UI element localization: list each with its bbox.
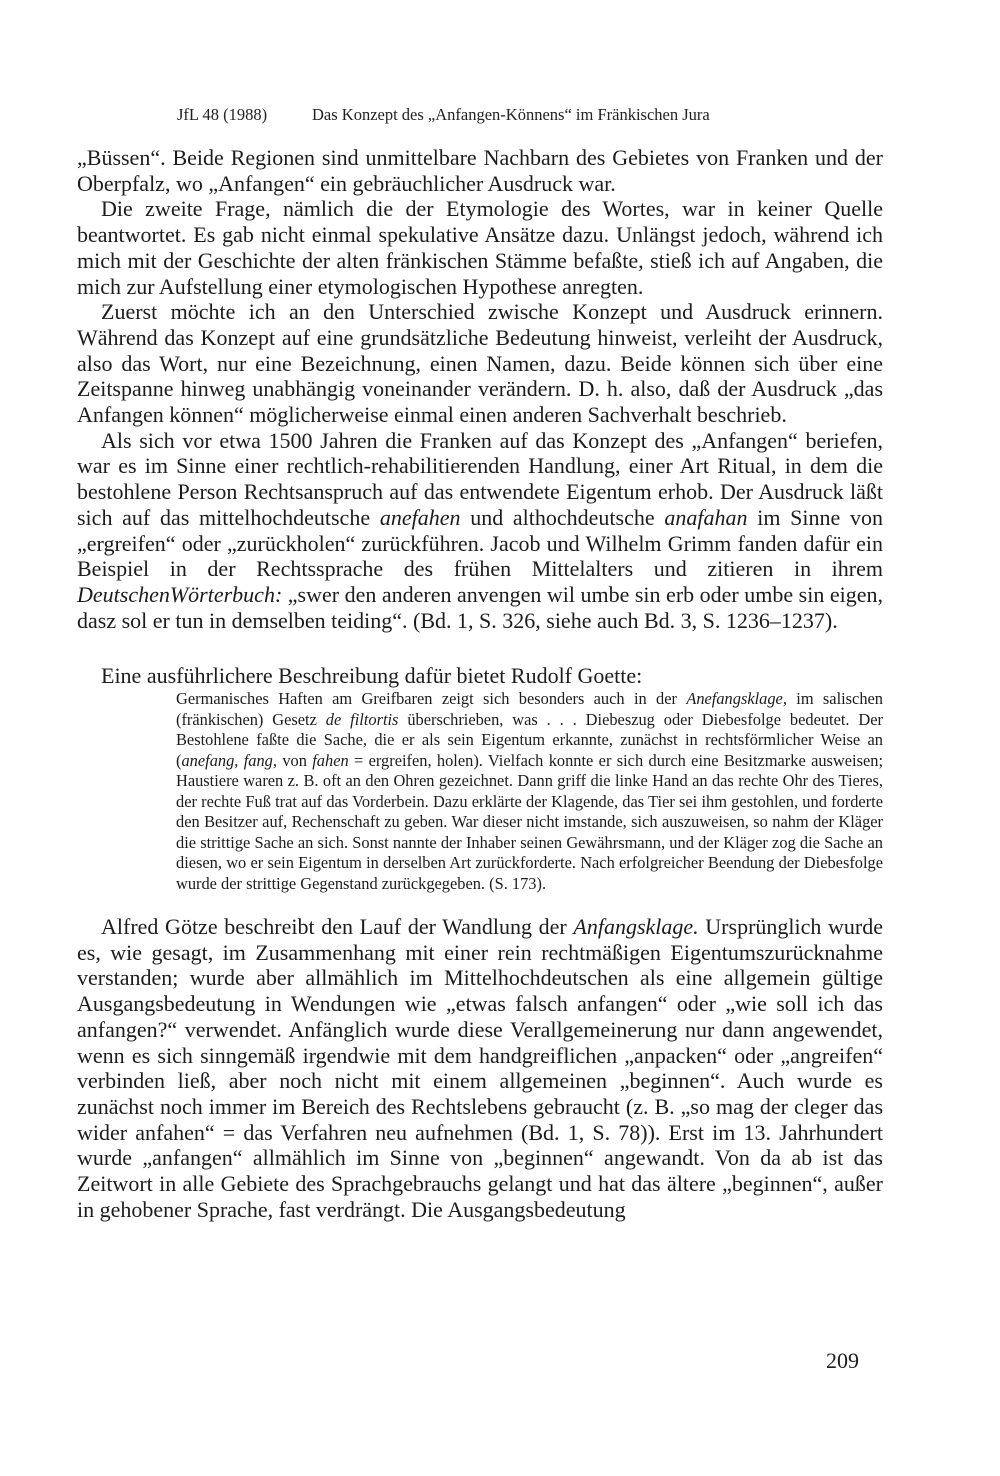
dictionary-title: DeutschenWörterbuch:	[77, 581, 283, 607]
quote-term-anefang: anefang, fang,	[181, 750, 277, 770]
running-header	[177, 105, 797, 125]
quote-text-1: Germanisches Haften am Greifbaren zeigt sich besonders auch in der	[176, 689, 687, 709]
paragraph-2: Die zweite Frage, nämlich die der Etymologie des Wortes, war in keiner Quelle beantwortet. Es gab nicht einmal spekulative Ansätze dazu. Unlängst jedoch, während ich mich mit der Geschichte der alten fränkischen Stämme befaßte, stieß ich auf Angaben, die mich zur Aufstellung einer etymologischen Hypothese anregten.	[77, 196, 883, 299]
term-anfangsklage: Anfangsklage.	[573, 914, 699, 940]
block-quote	[77, 689, 883, 894]
page-number: 209	[826, 1348, 859, 1373]
p4-text-a: Als sich vor etwa 1500 Jahren die Franken auf das Konzept des „Anfangen“ beriefen, war es im Sinne einer rechtlich-rehabilitierenden Handlung, einer Art Ritual, in dem die bestohlene Person Rechtsanspruch auf das entwendete Eigentum erhob. Der Ausdruck läßt sich auf das mittelhochdeutsche	[77, 427, 883, 530]
paragraph-1: „Büssen“. Beide Regionen sind unmittelbare Nachbarn des Gebietes von Franken und der Oberpfalz, wo „Anfangen“ ein gebräuchlicher Ausdruck war.	[77, 145, 883, 196]
quote-text-4: von	[276, 750, 313, 770]
quote-text-3: überschrieben, was . . . Diebeszug oder Diebesfolge bedeutet. Der Bestohlene faßte die Sache, die er als sein Eigentum erkannte, zunächst in rechtsförmlicher Weise an (	[176, 709, 883, 770]
p4-text-b: und althochdeutsche	[460, 504, 665, 530]
paragraph-4	[77, 428, 883, 634]
paragraph-5	[77, 914, 883, 1222]
journal-reference: JfL 48 (1988)	[177, 105, 268, 124]
quote-term-fahen: fahen	[312, 750, 349, 770]
term-anafahan: anafahan	[664, 504, 748, 530]
page-body	[77, 145, 883, 1223]
p4-text-d: „swer den anderen anvengen wil umbe sin erb oder umbe sin eigen, dasz sol er tun in demselben teiding“. (Bd. 1, S. 326, siehe auch Bd. 3, S. 1236–1237).	[77, 581, 883, 633]
article-title: Das Konzept des „Anfangen-Könnens“ im Fränkischen Jura	[312, 105, 710, 124]
quote-text-5: = ergreifen, holen). Vielfach konnte er sich durch eine Besitzmarke ausweisen; Haustiere waren z. B. oft an den Ohren gezeichnet. Dann griff die linke Hand an das rechte Ohr des Tieres, der rechte Fuß trat auf das Vorderbein. Dazu erklärte der Klagende, das Tier sei ihm gestohlen, und forderte den Besitzer auf, Rechenschaft zu geben. War dieser nicht imstande, sich auszuweisen, so nahm der Kläger die strittige Sache an sich. Sonst nannte der Inhaber seinen Gewährsmann, und der Kläger zog die Sache an diesen, wo er sein Eigentum in derselben Art zurückforderte. Nach erfolgreicher Beendung der Diebesfolge wurde der strittige Gegenstand zurückgegeben. (S. 173).	[176, 750, 883, 893]
paragraph-3: Zuerst möchte ich an den Unterschied zwische Konzept und Ausdruck erinnern. Während das Konzept auf eine grundsätzliche Bedeutung hinweist, verleiht der Ausdruck, also das Wort, nur eine Bezeichnung, einen Namen, dazu. Beide können sich über eine Zeitspanne hinweg unabhängig voneinander verändern. D. h. also, daß der Ausdruck „das Anfangen können“ möglicherweise einmal einen anderen Sachverhalt beschrieb.	[77, 299, 883, 428]
quote-term-de-filtortis: de filtortis	[325, 709, 399, 729]
quote-term-anefangsklage: Anefangsklage,	[686, 689, 787, 709]
term-anefahen: anefahen	[379, 504, 461, 530]
p4-text-c: im Sinne von „ergreifen“ oder „zurückholen“ zurückführen. Jacob und Wilhelm Grimm fanden dafür ein Beispiel in der Rechtssprache des frühen Mittelalters und zitieren in ihrem	[77, 504, 883, 582]
p5-text-b: Ursprünglich wurde es, wie gesagt, im Zusammenhang mit einer rein rechtmäßigen Eigentumszurücknahme verstanden; wurde aber allmählich im Mittelhochdeutschen als eine allgemein gültige Ausgangsbedeutung in Wendungen wie „etwas falsch anfangen“ oder „wie soll ich das anfangen?“ verwendet. Anfänglich wurde diese Verallgemeinerung nur dann angewendet, wenn es sich sinngemäß irgendwie mit dem handgreiflichen „anpacken“ oder „angreifen“ verbinden ließ, aber noch nicht mit einem allgemeinen „beginnen“. Auch wurde es zunächst noch immer im Bereich des Rechtslebens gebraucht (z. B. „so mag der cleger das wider anfahen“ = das Verfahren neu aufnehmen (Bd. 1, S. 78)). Erst im 13. Jahrhundert wurde „anfangen“ allmählich im Sinne von „beginnen“ angewandt. Von da ab ist das Zeitwort in alle Gebiete des Sprachgebrauchs gelangt und hat das ältere „beginnen“, außer in gehobener Sprache, fast verdrängt. Die Ausgangsbedeutung	[77, 914, 883, 1222]
quote-lead: Eine ausführlichere Beschreibung dafür bietet Rudolf Goette:	[101, 663, 643, 689]
p5-text-a: Alfred Götze beschreibt den Lauf der Wandlung der	[101, 914, 574, 940]
quote-text-2: im salischen (fränkischen) Gesetz	[176, 689, 883, 729]
